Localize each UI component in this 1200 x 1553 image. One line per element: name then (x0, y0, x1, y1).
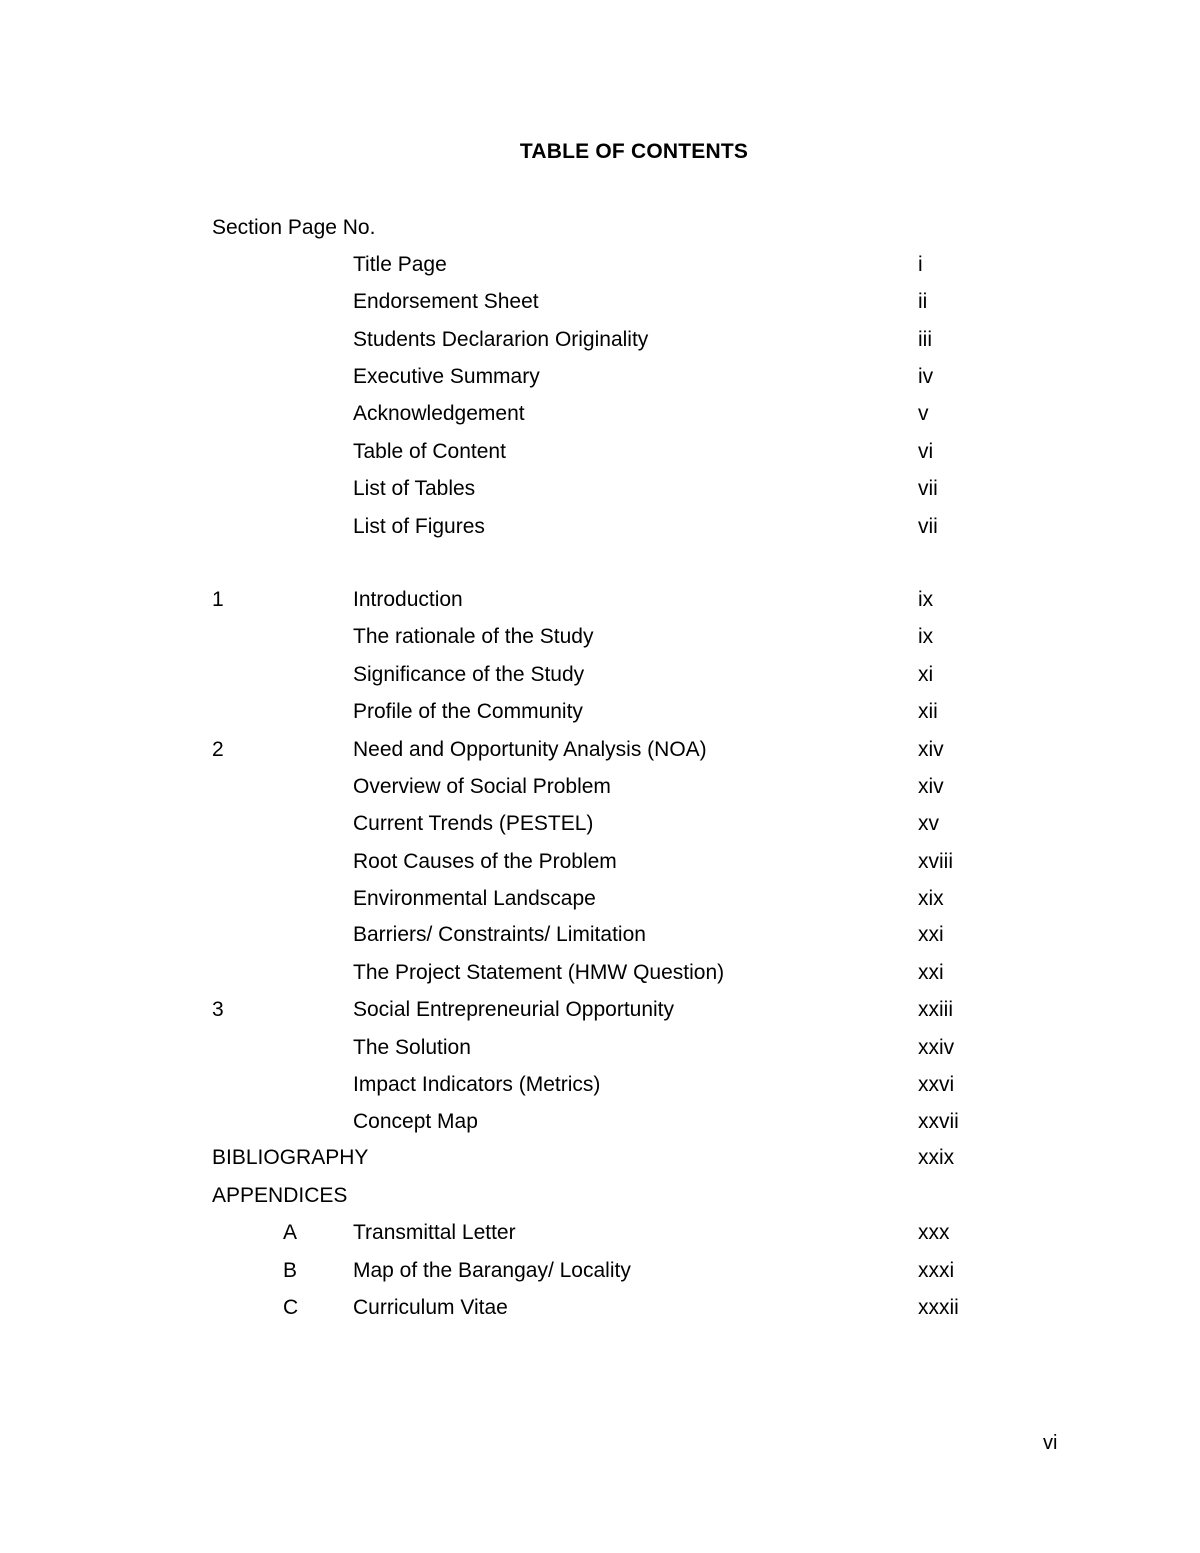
toc-entry-title: Profile of the Community (353, 700, 583, 723)
toc-entry-title: Current Trends (PESTEL) (353, 812, 594, 835)
toc-entry (0, 772, 1200, 802)
appendix-letter: B (283, 1259, 298, 1282)
toc-entry-title: Environmental Landscape (353, 887, 596, 910)
toc-entry-title: The Project Statement (HMW Question) (353, 961, 725, 984)
toc-entry-page: xv (918, 812, 939, 835)
toc-entry-page: xi (918, 663, 934, 686)
toc-entry-title: Transmittal Letter (353, 1221, 516, 1244)
page-number: vi (1043, 1432, 1058, 1454)
toc-entry-page: xxiv (918, 1036, 955, 1059)
toc-entry-page: xix (918, 887, 944, 910)
toc-entry-title: Map of the Barangay/ Locality (353, 1259, 631, 1282)
toc-entry-title: Students Declararion Originality (353, 328, 649, 351)
toc-entry (0, 884, 1200, 914)
toc-entry (0, 1070, 1200, 1100)
toc-entry (0, 660, 1200, 690)
toc-entry-page: xiv (918, 738, 944, 761)
toc-entry (0, 1143, 1200, 1173)
toc-entry (0, 512, 1200, 542)
toc-entry-title: Executive Summary (353, 365, 540, 388)
toc-entry-page: xxx (918, 1221, 950, 1244)
toc-header: Section Page No. (212, 216, 376, 239)
toc-entry (0, 287, 1200, 317)
toc-entry-title: Title Page (353, 253, 447, 276)
toc-entry (0, 920, 1200, 950)
toc-entry-page: xxxii (918, 1296, 959, 1319)
toc-entry (0, 1218, 1200, 1248)
page-title: TABLE OF CONTENTS (519, 140, 749, 163)
toc-entry-page: ii (918, 290, 928, 313)
toc-entry-title: Significance of the Study (353, 663, 585, 686)
toc-entry (0, 1107, 1200, 1137)
toc-entry (0, 437, 1200, 467)
toc-entry-title: Root Causes of the Problem (353, 850, 617, 873)
toc-entry-page: xii (918, 700, 938, 723)
toc-entry-title: Overview of Social Problem (353, 775, 611, 798)
toc-entry-page: xxi (918, 923, 944, 946)
section-number: 2 (212, 738, 224, 761)
toc-entry-title: List of Tables (353, 477, 476, 500)
section-number: 3 (212, 998, 224, 1021)
toc-entry-page: iii (918, 328, 932, 351)
toc-entry (0, 250, 1200, 280)
toc-entry-title: Social Entrepreneurial Opportunity (353, 998, 675, 1021)
toc-entry-title: Curriculum Vitae (353, 1296, 508, 1319)
toc-entry-title: Table of Content (353, 440, 506, 463)
toc-entry-title: The rationale of the Study (353, 625, 594, 648)
toc-entry-page: xxvii (918, 1110, 959, 1133)
toc-entry-title: APPENDICES (212, 1184, 348, 1207)
toc-entry-page: xxvi (918, 1073, 955, 1096)
toc-entry-page: iv (918, 365, 934, 388)
toc-entry-page: xxiii (918, 998, 953, 1021)
toc-entry-title: Endorsement Sheet (353, 290, 539, 313)
toc-entry-title: Impact Indicators (Metrics) (353, 1073, 601, 1096)
toc-entry-page: i (918, 253, 923, 276)
section-number: 1 (212, 588, 224, 611)
toc-entry (0, 735, 1200, 765)
toc-entry-title: Barriers/ Constraints/ Limitation (353, 923, 646, 946)
toc-entry (0, 958, 1200, 988)
appendix-letter: C (283, 1296, 299, 1319)
toc-entry (0, 809, 1200, 839)
toc-entry (0, 325, 1200, 355)
toc-entry (0, 1293, 1200, 1323)
toc-entry (0, 474, 1200, 504)
toc-entry (0, 362, 1200, 392)
toc-entry (0, 1033, 1200, 1063)
toc-entry-title: BIBLIOGRAPHY (212, 1146, 369, 1169)
toc-entry-title: The Solution (353, 1036, 471, 1059)
toc-entry-title: Need and Opportunity Analysis (NOA) (353, 738, 707, 761)
toc-entry (0, 847, 1200, 877)
toc-entry-page: xxxi (918, 1259, 955, 1282)
toc-entry (0, 622, 1200, 652)
toc-entry-page: vii (918, 477, 938, 500)
toc-entry-page: vii (918, 515, 938, 538)
toc-entry-page: xxix (918, 1146, 955, 1169)
toc-entry-title: Introduction (353, 588, 463, 611)
toc-entry-title: Acknowledgement (353, 402, 525, 425)
toc-entry-page: vi (918, 440, 934, 463)
toc-entry (0, 697, 1200, 727)
toc-entry (0, 399, 1200, 429)
toc-entry-page: xiv (918, 775, 944, 798)
toc-entry (0, 585, 1200, 615)
toc-entry-page: v (918, 402, 929, 425)
toc-entry-page: xviii (918, 850, 953, 873)
toc-entry (0, 995, 1200, 1025)
toc-entry-page: ix (918, 625, 934, 648)
toc-entry (0, 1181, 1200, 1211)
appendix-letter: A (283, 1221, 298, 1244)
toc-entry-page: xxi (918, 961, 944, 984)
toc-entry-title: Concept Map (353, 1110, 478, 1133)
toc-entry-page: ix (918, 588, 934, 611)
toc-entry-title: List of Figures (353, 515, 485, 538)
toc-entry (0, 1256, 1200, 1286)
